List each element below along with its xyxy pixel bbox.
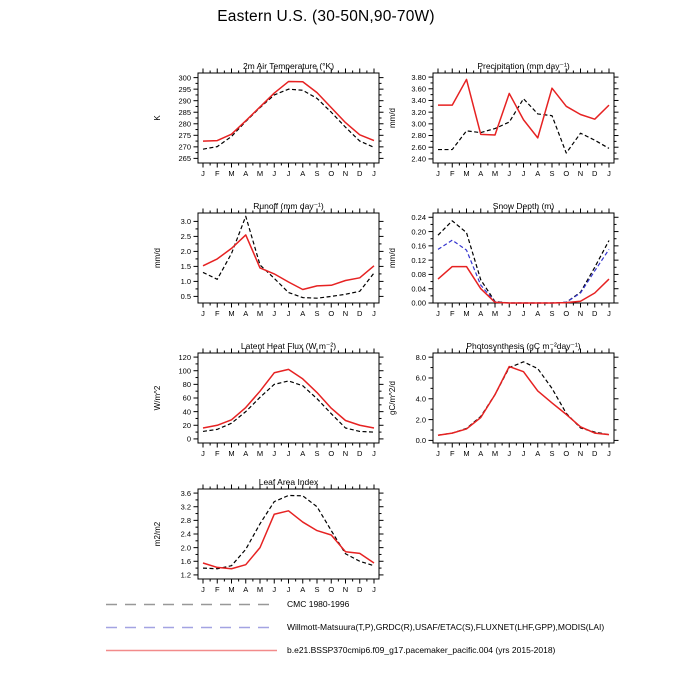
y-tick-label: 3.0 xyxy=(180,217,191,227)
y-tick-label: 2.5 xyxy=(180,232,191,242)
x-tick-label: J xyxy=(607,449,611,458)
x-tick-label: A xyxy=(300,309,306,318)
y-axis-label: W/m^2 xyxy=(153,385,162,411)
y-axis-label: mm/d xyxy=(388,108,397,128)
y-axis-label: mm/d xyxy=(388,248,397,268)
y-tick-label: 0.24 xyxy=(411,212,426,222)
y-tick-label: 0.16 xyxy=(411,241,426,251)
x-tick-label: F xyxy=(214,169,220,178)
y-tick-label: 0.20 xyxy=(411,227,426,237)
x-tick-label: J xyxy=(272,585,277,594)
x-tick-label: D xyxy=(592,309,598,318)
y-tick-label: 2.4 xyxy=(180,529,191,539)
y-tick-label: 3.60 xyxy=(411,84,426,94)
y-tick-label: 120 xyxy=(178,352,191,362)
y-tick-label: 100 xyxy=(178,366,191,376)
x-tick-label: A xyxy=(300,449,306,458)
x-tick-label: O xyxy=(328,585,335,594)
x-tick-label: A xyxy=(535,169,541,178)
x-tick-label: F xyxy=(214,585,220,594)
y-tick-label: 3.80 xyxy=(411,72,426,82)
x-tick-label: O xyxy=(563,169,570,178)
y-tick-label: 1.5 xyxy=(180,262,191,272)
y-tick-label: 2.60 xyxy=(411,142,426,152)
x-tick-label: N xyxy=(342,585,349,594)
y-tick-label: 2.0 xyxy=(415,415,426,425)
y-tick-label: 4.0 xyxy=(415,394,426,404)
x-tick-label: M xyxy=(491,169,499,178)
x-tick-label: M xyxy=(256,449,264,458)
legend-label-observations: Willmott-Matsuura(T,P),GRDC(R),USAF/ETAC(S),FLUXNET(LHF,GPP),MODIS(LAI) xyxy=(287,622,605,632)
y-tick-label: 2.0 xyxy=(180,247,191,257)
x-tick-label: M xyxy=(256,169,264,178)
legend-swatch-observations-dashed-line xyxy=(105,623,281,632)
y-tick-label: 3.40 xyxy=(411,96,426,106)
panel-title: Runoff (mm day⁻¹) xyxy=(253,201,324,211)
x-tick-label: N xyxy=(342,169,349,178)
y-tick-label: 20 xyxy=(182,420,191,430)
y-tick-label: 1.6 xyxy=(180,556,191,566)
x-tick-label: D xyxy=(592,169,598,178)
x-tick-label: O xyxy=(328,449,335,458)
legend-label-model-run: b.e21.BSSP370cmip6.f09_g17.pacemaker_pacific.004 (yrs 2015-2018) xyxy=(287,645,556,655)
x-tick-label: M xyxy=(228,309,235,318)
x-tick-label: D xyxy=(592,449,598,458)
x-tick-label: M xyxy=(491,309,499,318)
legend-swatch-model-solid-line xyxy=(105,646,281,655)
y-tick-label: 285 xyxy=(178,107,191,117)
x-tick-label: S xyxy=(549,169,555,178)
x-tick-label: J xyxy=(436,169,440,178)
x-tick-label: S xyxy=(314,309,320,318)
x-tick-label: J xyxy=(286,585,291,594)
x-tick-label: A xyxy=(243,449,249,458)
x-tick-label: F xyxy=(214,449,220,458)
x-tick-label: J xyxy=(436,309,440,318)
x-tick-label: J xyxy=(507,309,512,318)
x-tick-label: A xyxy=(478,449,484,458)
x-tick-label: M xyxy=(463,169,470,178)
x-tick-label: S xyxy=(314,169,320,178)
x-tick-label: A xyxy=(300,169,306,178)
x-tick-label: J xyxy=(436,449,440,458)
x-tick-label: J xyxy=(607,169,611,178)
panel-title: Photosynthesis (gC m⁻²day⁻¹) xyxy=(466,341,581,351)
x-tick-label: O xyxy=(328,169,335,178)
y-tick-label: 40 xyxy=(182,407,191,417)
y-tick-label: 2.0 xyxy=(180,543,191,553)
legend-item-model-run xyxy=(105,645,555,655)
y-tick-label: 280 xyxy=(178,119,191,129)
y-tick-label: 3.00 xyxy=(411,119,426,129)
y-axis-label: m2/m2 xyxy=(153,521,162,547)
x-tick-label: D xyxy=(357,449,363,458)
x-tick-label: S xyxy=(314,585,320,594)
x-tick-label: M xyxy=(256,585,264,594)
y-tick-label: 3.20 xyxy=(411,107,426,117)
x-tick-label: N xyxy=(577,169,584,178)
x-tick-label: A xyxy=(535,449,541,458)
x-tick-label: J xyxy=(272,449,277,458)
y-tick-label: 0.0 xyxy=(415,436,426,446)
x-tick-label: O xyxy=(563,449,570,458)
panel-title: Latent Heat Flux (W m⁻²) xyxy=(240,341,337,351)
x-tick-label: N xyxy=(342,309,349,318)
y-tick-label: 265 xyxy=(178,154,191,164)
y-tick-label: 6.0 xyxy=(415,373,426,383)
x-tick-label: J xyxy=(286,169,291,178)
y-tick-label: 300 xyxy=(178,73,191,83)
x-tick-label: J xyxy=(521,309,526,318)
x-tick-label: F xyxy=(449,169,455,178)
x-tick-label: M xyxy=(463,449,470,458)
y-tick-label: 8.0 xyxy=(415,352,426,362)
y-axis-label: gC/m^2/d xyxy=(388,381,397,415)
y-tick-label: 80 xyxy=(182,380,191,390)
x-tick-label: M xyxy=(228,169,235,178)
y-tick-label: 0 xyxy=(186,434,191,444)
y-tick-label: 0.5 xyxy=(180,292,191,302)
x-tick-label: N xyxy=(342,449,349,458)
x-tick-label: A xyxy=(243,309,249,318)
x-tick-label: F xyxy=(449,449,455,458)
x-tick-label: D xyxy=(357,309,363,318)
y-tick-label: 270 xyxy=(178,142,191,152)
y-tick-label: 295 xyxy=(178,84,191,94)
legend-item-cmc xyxy=(105,599,349,609)
y-tick-label: 60 xyxy=(182,393,191,403)
x-tick-label: M xyxy=(228,449,235,458)
x-tick-label: S xyxy=(549,309,555,318)
x-tick-label: J xyxy=(201,169,205,178)
x-tick-label: J xyxy=(286,449,291,458)
x-tick-label: M xyxy=(228,585,235,594)
x-tick-label: J xyxy=(201,449,205,458)
x-tick-label: S xyxy=(314,449,320,458)
y-tick-label: 2.40 xyxy=(411,154,426,164)
x-tick-label: J xyxy=(372,449,376,458)
x-tick-label: N xyxy=(577,309,584,318)
x-tick-label: O xyxy=(563,309,570,318)
x-tick-label: F xyxy=(449,309,455,318)
x-tick-label: J xyxy=(201,309,205,318)
panel-title: 2m Air Temperature (°K) xyxy=(242,61,335,71)
y-tick-label: 2.80 xyxy=(411,131,426,141)
panel-title: Leaf Area Index xyxy=(258,477,319,487)
x-tick-label: J xyxy=(201,585,205,594)
x-tick-label: D xyxy=(357,169,363,178)
y-tick-label: 275 xyxy=(178,131,191,141)
x-tick-label: F xyxy=(214,309,220,318)
x-tick-label: M xyxy=(491,449,499,458)
y-axis-label: K xyxy=(153,115,162,121)
legend xyxy=(105,0,700,700)
y-tick-label: 3.6 xyxy=(180,488,191,498)
y-tick-label: 0.04 xyxy=(411,284,426,294)
x-tick-label: A xyxy=(478,309,484,318)
x-tick-label: A xyxy=(243,169,249,178)
x-tick-label: A xyxy=(243,585,249,594)
y-tick-label: 0.00 xyxy=(411,298,426,308)
x-tick-label: D xyxy=(357,585,363,594)
x-tick-label: J xyxy=(507,449,512,458)
x-tick-label: O xyxy=(328,309,335,318)
y-tick-label: 1.2 xyxy=(180,570,191,580)
page-title: Eastern U.S. (30-50N,90-70W) xyxy=(217,8,435,25)
x-tick-label: J xyxy=(607,309,611,318)
y-tick-label: 1.0 xyxy=(180,277,191,287)
x-tick-label: A xyxy=(535,309,541,318)
x-tick-label: S xyxy=(549,449,555,458)
x-tick-label: A xyxy=(478,169,484,178)
x-tick-label: J xyxy=(372,169,376,178)
y-axis-label: mm/d xyxy=(153,248,162,268)
y-tick-label: 290 xyxy=(178,96,191,106)
x-tick-label: N xyxy=(577,449,584,458)
panel-title: Snow Depth (m) xyxy=(492,201,555,211)
y-tick-label: 3.2 xyxy=(180,502,191,512)
x-tick-label: J xyxy=(507,169,512,178)
legend-item-observations xyxy=(105,622,604,632)
x-tick-label: J xyxy=(521,449,526,458)
y-tick-label: 0.12 xyxy=(411,255,426,265)
x-tick-label: M xyxy=(256,309,264,318)
x-tick-label: J xyxy=(286,309,291,318)
x-tick-label: A xyxy=(300,585,306,594)
x-tick-label: J xyxy=(272,309,277,318)
y-tick-label: 2.8 xyxy=(180,516,191,526)
panel-title: Precipitation (mm day⁻¹) xyxy=(477,61,570,71)
x-tick-label: J xyxy=(272,169,277,178)
legend-label-cmc: CMC 1980-1996 xyxy=(287,599,350,609)
x-tick-label: J xyxy=(372,309,376,318)
x-tick-label: J xyxy=(521,169,526,178)
legend-swatch-cmc-dashed-line xyxy=(105,600,281,609)
x-tick-label: J xyxy=(372,585,376,594)
y-tick-label: 0.08 xyxy=(411,270,426,280)
x-tick-label: M xyxy=(463,309,470,318)
